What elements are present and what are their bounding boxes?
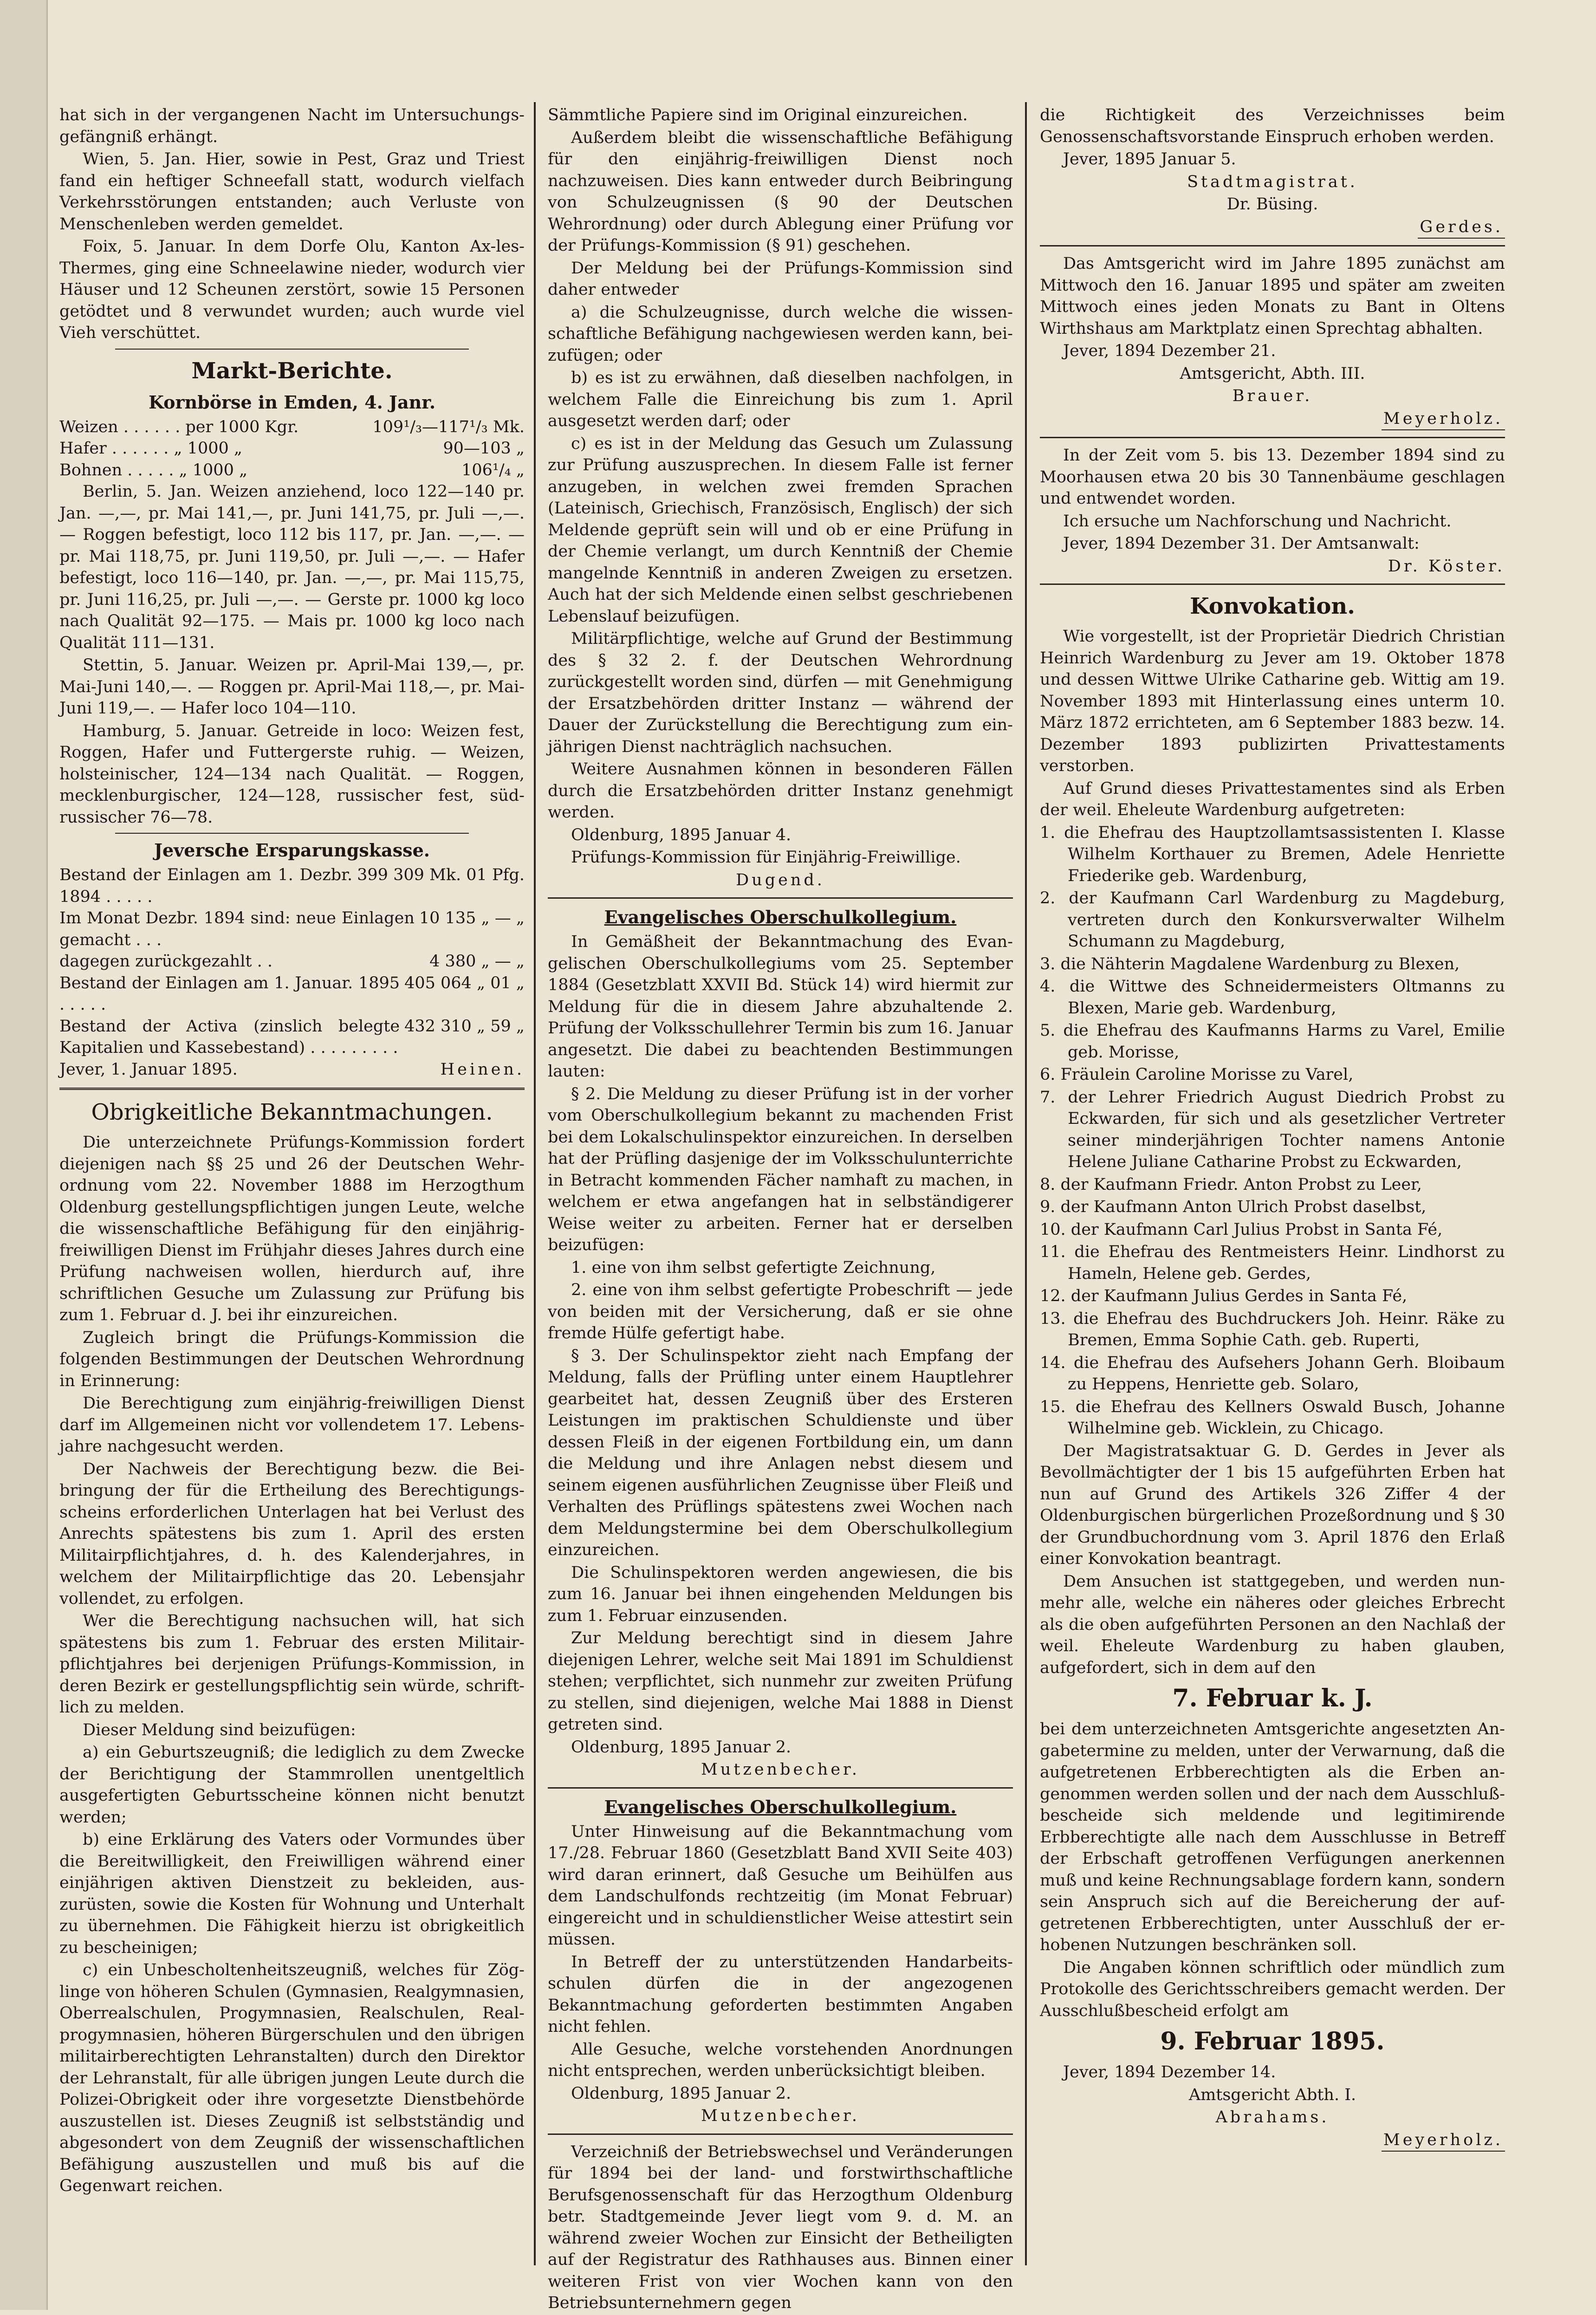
paragraph: Unter Hinweisung auf die Bekanntmachung vom 17./28. Februar 1860 (Gesetzblatt Band XVII Seite 403) wird daran erinnert, daß Gesuche um Beihülfen aus dem Landschulfonds rechtzeitig (im Monat Februar) eingereicht und in schuldienstlicher Weise attestirt sein müssen. xyxy=(548,1822,1013,1949)
paragraph: Das Amtsgericht wird im Jahre 1895 zunächst am Mittwoch den 16. Januar 1895 und später am zweiten Mittwoch eines jeden Monats zu Bant in Oltens Wirthshaus am Marktplatz einen Sprechtag abhalten. xyxy=(1040,254,1505,338)
list-item: 3. die Nähterin Magdalene Wardenburg zu Blexen, xyxy=(1040,954,1460,973)
divider xyxy=(1040,437,1505,438)
convocation-heading: Konvokation. xyxy=(1190,593,1355,619)
paragraph: c) es ist in der Meldung das Gesuch um Zulassung zur Prüfung auszusprechen. In diesem Falle ist ferner anzugeben, in welchen zwei fremden Sprachen (Lateinisch, Griechisch, Französisch, Englisch) der sich Meldende geprüft sein will und ob er eine Prüfung in der Chemie verlangt, um durch Kenntniß der Chemie mangelnde Kenntniß in anderen Zweigen zu ersetzen. Auch hat der sich Meldende einen selbst geschriebenen Lebenslauf beizufügen. xyxy=(548,434,1013,626)
savings-row: Im Monat Dezbr. 1894 sind: neue Einlagen gemacht . . . 10 135 „ — „ xyxy=(59,909,525,949)
signature: Abrahams. xyxy=(1215,2108,1330,2127)
savings-row: Bestand der Einlagen am 1. Januar. 1895 . . . . . 405 064 „ 01 „ xyxy=(59,973,525,1014)
news-item: Foix, 5. Januar. In dem Dorfe Olu, Kanton Ax-les-Thermes, ging eine Schneelawine nieder, wodurch vier Häuser und 12 Scheunen zerstört, sowie 15 Personen getödtet und 8 verwundet wurden; auch wurde viel Vieh verschüttet. xyxy=(59,237,525,342)
paragraph: Dieser Meldung sind beizufügen: xyxy=(83,1720,356,1739)
paragraph: Die Schulinspektoren werden angewiesen, die bis zum 16. Januar bei ihnen eingehenden Meldungen bis zum 1. Februar einzusenden. xyxy=(548,1563,1013,1625)
column-3 xyxy=(1040,104,1505,2153)
paragraph: die Richtigkeit des Verzeichnisses beim Genossenschaftsvorstande Einspruch erhoben werden. xyxy=(1040,106,1505,146)
market-stettin: Stettin, 5. Januar. Weizen pr. April-Mai 139,—, pr. Mai-Juni 140,—. — Roggen pr. April-Mai 118,—, pr. Mai-Juni 119,—. — Hafer loco 104—110. xyxy=(59,656,525,718)
news-item: hat sich in der vergangenen Nacht im Untersuchungsgefängniß erhängt. xyxy=(59,106,525,146)
dateline: Jever, 1894 Dezember 21. xyxy=(1063,342,1276,360)
divider xyxy=(1040,584,1505,585)
paragraph: a) die Schulzeugnisse, durch welche die wissenschaftliche Befähigung nachgewiesen werden kann, beizufügen; oder xyxy=(548,303,1013,365)
decision-date: 9. Februar 1895. xyxy=(1160,2027,1385,2056)
price-row: Weizen . . . . . . per 1000 Kgr. 109¹/₃—117¹/₃ Mk. xyxy=(59,417,525,436)
divider xyxy=(115,833,469,834)
paragraph: Der Nachweis der Berechtigung bezw. die Beibringung der für die Ertheilung des Berechtigungsscheins erforderlichen Unterlagen hat bei Verlust des Anrechts spätestens bis zum 1. April des ersten Militairpflichtjahres, d. h. des Kalenderjahres, in welchem der Militairpflichtige das 20. Lebensjahr vollendet, zu erfolgen. xyxy=(59,1459,525,1608)
signature: Mutzenbecher. xyxy=(701,1760,860,1779)
paragraph: § 2. Die Meldung zu dieser Prüfung ist in der vorher vom Oberschulkollegium bekannt zu machenden Frist bei dem Lokalschulinspektor einzureichen. In derselben hat der Prüfling dasjenige der im Volksschulunterrichte in Betracht kommenden Fächer namhaft zu machen, in welchem er etwa angefangen hat in selbständigerer Weise weiter zu arbeiten. Ferner hat er derselben beizufügen: xyxy=(548,1084,1013,1254)
signature: Mutzenbecher. xyxy=(701,2107,860,2125)
paragraph: Zugleich bringt die Prüfungs-Kommission die folgenden Bestimmungen der Deutschen Wehrordnung in Erinnerung: xyxy=(59,1328,525,1390)
paragraph: Zur Meldung berechtigt sind in diesem Jahre diejenigen Lehrer, welche seit Mai 1891 im Schuldienst stehen; verpflichtet, sich nunmehr zur zweiten Prüfung zu stellen, sind diejenigen, welche Mai 1888 in Dienst getreten sind. xyxy=(548,1629,1013,1734)
paragraph: Weitere Ausnahmen können in besonderen Fällen durch die Ersatzbehörden dritter Instanz genehmigt werden. xyxy=(548,760,1013,822)
savings-row: dagegen zurückgezahlt . . 4 380 „ — „ xyxy=(59,952,525,971)
paragraph: § 3. Der Schulinspektor zieht nach Empfang der Meldung, falls der Prüfling unter einem Hauptlehrer gearbeitet hat, dessen Zeugniß über des Ersteren Leistungen im praktischen Schuldienste und über dessen Fleiß in der eigenen Fortbildung ein, um dann die Meldung und ihre Anlagen nebst diesem und seinem eigenen ausführlichen Zeugnisse über Fleiß und Verhalten des Prüflings spätestens zwei Wochen nach dem Meldungstermine bei dem Oberschulkollegium einzureichen. xyxy=(548,1346,1013,1559)
price-row: Hafer . . . . . . „ 1000 „ 90—103 „ xyxy=(59,439,525,458)
list-item: 13. die Ehefrau des Buchdruckers Joh. Heinr. Räke zu Bremen, Emma Sophie Cath. geb. Ruperti, xyxy=(1040,1309,1505,1349)
paragraph: In Betreff der zu unterstützenden Handarbeitsschulen dürfen die in der angezogenen Bekanntmachung geforderten bestimmten Angaben nicht fehlen. xyxy=(548,1952,1013,2036)
paragraph: Auf Grund dieses Privattestamentes sind als Erben der weil. Eheleute Wardenburg aufgetreten: xyxy=(1040,779,1505,819)
dateline: Jever, 1894 Dezember 31. Der Amtsanwalt: xyxy=(1063,534,1420,553)
paragraph: Dem Ansuchen ist stattgegeben, und werden nunmehr alle, welche ein näheres oder gleiches Erbrecht als die oben aufgeführten Personen an den Nachlaß der weil. Eheleute Wardenburg zu haben glauben, aufgefordert, sich in dem auf den xyxy=(1040,1572,1505,1677)
column-2 xyxy=(548,104,1013,2315)
list-item: 2. der Kaufmann Carl Wardenburg zu Magdeburg, vertreten durch den Konkursverwalter Wilhelm Schumann zu Magdeburg, xyxy=(1040,889,1505,951)
paragraph: a) ein Geburtszeugniß; die lediglich zu dem Zwecke der Berichtigung der Stammrollen unentgeltlich ausgefertigten Geburtsscheine können nicht benutzt werden; xyxy=(59,1743,525,1827)
savings-row: Bestand der Activa (zinslich belegte Kapitalien und Kassebestand) . . . . . . . . . 432 310 „ 59 „ xyxy=(59,1017,525,1057)
paragraph: Ich ersuche um Nachforschung und Nachricht. xyxy=(1063,512,1452,531)
signature: Dr. Köster. xyxy=(1388,557,1505,576)
page-edge xyxy=(0,0,48,2310)
list-item: 12. der Kaufmann Julius Gerdes in Santa Fé, xyxy=(1040,1287,1408,1305)
paragraph: Alle Gesuche, welche vorstehenden Anordnungen nicht entsprechen, werden unberücksichtigt bleiben. xyxy=(548,2040,1013,2080)
paragraph: c) ein Unbescholtenheitszeugniß, welches für Zöglinge von höheren Schulen (Gymnasien, Realgymnasien, Oberrealschulen, Progymnasien, Realschulen, Realprogymnasien, höheren Bürgerschulen und den übrigen militairberechtigten Lehranstalten) durch den Direktor der Lehranstalt, für alle übrigen jungen Leute durch die Polizei-Obrigkeit oder ihre vorgesetzte Dienstbehörde auszustellen ist. Dieses Zeugniß ist selbstständig und abgesondert von dem Zeugniß der wissenschaftlichen Befähigung auszustellen und muß bis auf die Gegenwart reichen. xyxy=(59,1961,525,2195)
divider xyxy=(59,1088,525,1090)
market-berlin: Berlin, 5. Jan. Weizen anziehend, loco 122—140 pr. Jan. —,—, pr. Mai 141,—, pr. Juni 141,75, pr. Juli —,—. — Roggen befestigt, loco 112 bis 117, pr. Jan. —,—. — pr. Mai 118,75, pr. Juni 119,50, pr. Juli —,—. — Hafer befestigt, loco 116—140, pr. Jan. —,—, pr. Mai 115,75, pr. Juni 116,25, pr. Juli —,—. — Gerste pr. 1000 kg loco nach Qualität 92—175. — Mais pr. 1000 kg loco nach Qualität 111—131. xyxy=(59,482,525,652)
paragraph: b) eine Erklärung des Vaters oder Vormundes über die Bereitwilligkeit, den Freiwilligen während einer einjährigen aktiven Dienstzeit zu bekleiden, auszurüsten, sowie die Kosten für Wohnung und Unterhalt zu übernehmen. Die Fähigkeit hierzu ist obrigkeitlich zu bescheinigen; xyxy=(59,1830,525,1957)
signature-line: Amtsgericht, Abth. III. xyxy=(1180,364,1365,383)
market-hamburg: Hamburg, 5. Januar. Getreide in loco: Weizen fest, Roggen, Hafer und Futtergerste ruhig. — Weizen, holsteinischer, 124—134 nach Qualität. — Roggen, mecklenburgischer, 124—128, russischer fest, südrussischer 76—78. xyxy=(59,721,525,827)
signature: Gerdes. xyxy=(1040,216,1505,239)
paragraph: Die Angaben können schriftlich oder mündlich zum Protokolle des Gerichtsschreibers gemacht werden. Der Ausschlußbescheid erfolgt am xyxy=(1040,1958,1505,2020)
savings-footer: Jever, 1. Januar 1895. Heinen. xyxy=(59,1060,525,1079)
price-row: Bohnen . . . . . „ 1000 „ 106¹/₄ „ xyxy=(59,460,525,480)
column-rule-1 xyxy=(534,102,536,2265)
paragraph: Militärpflichtige, welche auf Grund der Bestimmung des § 32 2. f. der Deutschen Wehrordnung zurückgestellt worden sind, dürfen — mit Genehmigung der Ersatzbehörden dritter Instanz — während der Dauer der Zurückstellung die Berechtigung zum einjährigen Dienst nachträglich nachsuchen. xyxy=(548,629,1013,756)
paragraph: Der Meldung bei der Prüfungs-Kommission sind daher entweder xyxy=(548,259,1013,299)
paragraph: In der Zeit vom 5. bis 13. Dezember 1894 sind zu Moorhausen etwa 20 bis 30 Tannenbäume geschlagen und entwendet worden. xyxy=(1040,446,1505,508)
official-notices-heading: Obrigkeitliche Bekanntmachungen. xyxy=(91,1099,493,1125)
signature: Dugend. xyxy=(736,870,825,889)
section-heading: Evangelisches Oberschulkollegium. xyxy=(604,1796,957,1817)
list-item: 6. Fräulein Caroline Morisse zu Varel, xyxy=(1040,1065,1354,1084)
market-reports-heading: Markt-Berichte. xyxy=(191,357,393,384)
list-item: 15. die Ehefrau des Kellners Oswald Busch, Johanne Wilhelmine geb. Wicklein, zu Chicago. xyxy=(1040,1397,1505,1438)
grain-exchange-heading: Kornbörse in Emden, 4. Janr. xyxy=(148,391,436,413)
divider xyxy=(548,1787,1013,1789)
savings-bank-heading: Jeversche Ersparungskasse. xyxy=(154,840,430,861)
divider xyxy=(548,2133,1013,2135)
paragraph: Der Magistratsaktuar G. D. Gerdes in Jever als Bevollmächtigter der 1 bis 15 aufgeführten Erben hat nun auf Grund des Artikels 326 Ziffer 4 der Oldenburgischen bürgerlichen Prozeßordnung und § 30 der Grundbuchordnung vom 3. April 1876 den Erlaß einer Konvokation beantragt. xyxy=(1040,1441,1505,1568)
divider xyxy=(115,349,469,350)
paragraph: Sämmtliche Papiere sind im Original einzureichen. xyxy=(548,106,968,124)
list-item: 7. der Lehrer Friedrich August Diedrich Probst zu Eckwarden, für sich und als gesetzlicher Vertreter seiner minderjährigen Tochter namens Antonie Helene Juliane Catharine Probst zu Eckwarden, xyxy=(1040,1088,1505,1171)
divider xyxy=(1040,245,1505,246)
paragraph: 2. eine von ihm selbst gefertigte Probeschrift — jede von beiden mit der Versicherung, daß er sie ohne fremde Hülfe gefertigt habe. xyxy=(548,1281,1013,1342)
list-item: 5. die Ehefrau des Kaufmanns Harms zu Varel, Emilie geb. Morisse, xyxy=(1040,1021,1505,1062)
dateline: Oldenburg, 1895 Januar 2. xyxy=(571,1738,792,1757)
paragraph: Wie vorgestellt, ist der Proprietär Diedrich Christian Heinrich Wardenburg zu Jever am 19. Oktober 1878 und dessen Wittwe Ulrike Catharine geb. Wittig am 19. November 1893 mit Hinterlassung eines unterm 10. März 1872 errichteten, am 6 September 1883 bezw. 14. Dezember 1893 publizirten Privattestaments verstorben. xyxy=(1040,627,1505,775)
list-item: 11. die Ehefrau des Rentmeisters Heinr. Lindhorst zu Hameln, Helene geb. Gerdes, xyxy=(1040,1243,1505,1283)
savings-row: Bestand der Einlagen am 1. Dezbr. 1894 . . . . . 399 309 Mk. 01 Pfg. xyxy=(59,866,525,906)
signature: Meyerholz. xyxy=(1040,2129,1505,2152)
paragraph: Die unterzeichnete Prüfungs-Kommission fordert diejenigen nach §§ 25 und 26 der Deutschen Wehrordnung vom 22. November 1888 im Herzogthum Oldenburg gestellungspflichtigen jungen Leute, welche die wissenschaftliche Befähigung für den einjährig-freiwilligen Dienst im Frühjahr dieses Jahres durch eine Prüfung nachweisen wollen, hierdurch auf, ihre schriftlichen Gesuche um Zulassung zur Prüfung bis zum 1. Februar d. J. bei ihr einzureichen. xyxy=(59,1133,525,1324)
list-item: 4. die Wittwe des Schneidermeisters Oltmanns zu Blexen, Marie geb. Wardenburg, xyxy=(1040,977,1505,1018)
paragraph: Verzeichniß der Betriebswechsel und Veränderungen für 1894 bei der land- und forstwirthschaftliche Berufsgenossenschaft für das Herzogthum Oldenburg betr. Stadtgemeinde Jever liegt vom 9. d. M. an während zweier Wochen zur Einsicht der Betheiligten auf der Registratur des Rathhauses aus. Binnen einer weiteren Frist von vier Wochen kann von den Betriebsunternehmern gegen xyxy=(548,2142,1013,2312)
signature: Dr. Büsing. xyxy=(1226,195,1318,214)
list-item: 10. der Kaufmann Carl Julius Probst in Santa Fé, xyxy=(1040,1220,1443,1239)
signature-line: Amtsgericht Abth. I. xyxy=(1188,2085,1356,2104)
dateline: Jever, 1894 Dezember 14. xyxy=(1063,2063,1276,2082)
paragraph: Die Berechtigung zum einjährig-freiwilligen Dienst darf im Allgemeinen nicht vor vollendetem 17. Lebensjahre nachgesucht werden. xyxy=(59,1394,525,1456)
dateline: Oldenburg, 1895 Januar 4. xyxy=(571,825,792,844)
signature: Meyerholz. xyxy=(1040,408,1505,431)
section-heading: Evangelisches Oberschulkollegium. xyxy=(604,907,957,927)
heirs-list xyxy=(1040,822,1505,1440)
paragraph: b) es ist zu erwähnen, daß dieselben nachfolgen, in welchem Falle die Einreichung bis zum 1. April ausgesetzt werden darf; oder xyxy=(548,369,1013,430)
list-item: 9. der Kaufmann Anton Ulrich Probst daselbst, xyxy=(1040,1198,1427,1216)
signature-line: Prüfungs-Kommission für Einjährig-Freiwillige. xyxy=(571,848,961,867)
divider xyxy=(548,897,1013,899)
paragraph: In Gemäßheit der Bekanntmachung des Evangelischen Oberschulkollegiums vom 25. September 1884 (Gesetzblatt XXVII Bd. Stück 14) wird hiermit zur Meldung für die in diesem Jahre abzuhaltende 2. Prüfung der Volksschullehrer Termin bis zum 16. Januar angesetzt. Die dabei zu beachtenden Bestimmungen lauten: xyxy=(548,933,1013,1081)
column-rule-2 xyxy=(1025,102,1027,2265)
dateline: Jever, 1895 Januar 5. xyxy=(1063,150,1236,169)
dateline: Oldenburg, 1895 Januar 2. xyxy=(571,2084,792,2103)
paragraph: 1. eine von ihm selbst gefertigte Zeichnung, xyxy=(571,1258,936,1277)
signature-line: Stadtmagistrat. xyxy=(1187,172,1358,191)
hearing-date: 7. Februar k. J. xyxy=(1172,1684,1373,1712)
list-item: 8. der Kaufmann Friedr. Anton Probst zu Leer, xyxy=(1040,1175,1422,1194)
paragraph: Außerdem bleibt die wissenschaftliche Befähigung für den einjährig-freiwilligen Dienst noch nachzuweisen. Dies kann entweder durch Beibringung von Schulzeugnissen (§ 90 der Deutschen Wehrordnung) oder durch Ablegung einer Prüfung vor der Prüfungs-Kommission (§ 91) geschehen. xyxy=(548,128,1013,255)
signature: Brauer. xyxy=(1232,387,1313,405)
column-1 xyxy=(59,104,525,2198)
list-item: 14. die Ehefrau des Aufsehers Johann Gerh. Bloibaum zu Heppens, Henriette geb. Solaro, xyxy=(1040,1353,1505,1394)
news-item: Wien, 5. Jan. Hier, sowie in Pest, Graz und Triest fand ein heftiger Schneefall statt, wodurch vielfach Verkehrsstörungen entstanden; auch Verluste von Menschenleben werden gemeldet. xyxy=(59,150,525,233)
paragraph: Wer die Berechtigung nachsuchen will, hat sich spätestens bis zum 1. Februar des ersten Militairpflichtjahres bei derjenigen Prüfungs-Kommission, in deren Bezirk er gestellungspflichtig sein würde, schriftlich zu melden. xyxy=(59,1612,525,1717)
paragraph: bei dem unterzeichneten Amtsgerichte angesetzten Angabetermine zu melden, unter der Verwarnung, daß die aufgetretenen Erbberechtigten als die Erben angenommen werden sollen und der nach dem Ausschlußbescheide sich meldende und legitimirende Erbberechtigte alle nach dem Ausschlusse in Betreff der Erbschaft getroffenen Verfügungen anerkennen muß und keine Rechnungsablage fordern kann, sondern sein Anspruch sich auf die Bereicherung der aufgetretenen Erbberechtigten, unter Ausschluß der erhobenen Nutzungen beschränken soll. xyxy=(1040,1720,1505,1954)
list-item: 1. die Ehefrau des Hauptzollamtsassistenten I. Klasse Wilhelm Korthauer zu Bremen, Adele Henriette Friederike geb. Wardenburg, xyxy=(1040,823,1505,885)
